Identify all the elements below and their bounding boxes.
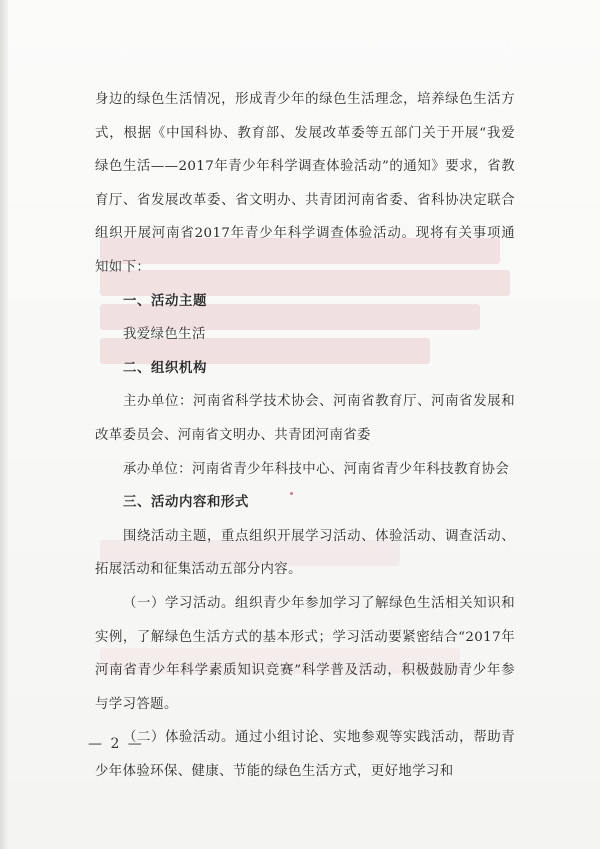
section-heading-content: 三、活动内容和形式	[123, 495, 249, 511]
body-paragraph-undertakers: 承办单位：河南省青少年科技中心、河南省青少年科技教育协会	[123, 461, 510, 477]
body-paragraph-theme: 我爱绿色生活	[123, 327, 206, 343]
document-body	[95, 83, 515, 788]
page-edge-shadow	[0, 0, 8, 849]
body-paragraph-learning: （一）学习活动。组织青少年参加学习了解绿色生活相关知识和实例，了解绿色生活方式的基本形式；学习活动要紧密结合“2017年河南省青少年科学素质知识竞赛”科学普及活动，积极鼓励青少年参与学习答题。	[95, 595, 515, 712]
section-heading-theme: 一、活动主题	[123, 293, 207, 309]
body-paragraph-intro: 身边的绿色生活情况，形成青少年的绿色生活理念，培养绿色生活方式，根据《中国科协、教育部、发展改革委等五部门关于开展“我爱绿色生活——2017年青少年科学调查体验活动”的通知》要求，省教育厅、省发展改革委、省文明办、共青团河南省委、省科协决定联合组织开展河南省2017年青少年科学调查体验活动。现将有关事项通知如下：	[95, 92, 515, 275]
page-number: — 2 —	[88, 736, 144, 752]
body-paragraph-organizers: 主办单位：河南省科学技术协会、河南省教育厅、河南省发展和改革委员会、河南省文明办、共青团河南省委	[95, 394, 515, 443]
section-heading-organization: 二、组织机构	[123, 360, 207, 376]
body-paragraph-content-overview: 围绕活动主题，重点组织开展学习活动、体验活动、调查活动、拓展活动和征集活动五部分内容。	[95, 528, 515, 578]
body-paragraph-experience: （二）体验活动。通过小组讨论、实地参观等实践活动，帮助青少年体验环保、健康、节能的绿色生活方式，更好地学习和	[95, 730, 515, 779]
